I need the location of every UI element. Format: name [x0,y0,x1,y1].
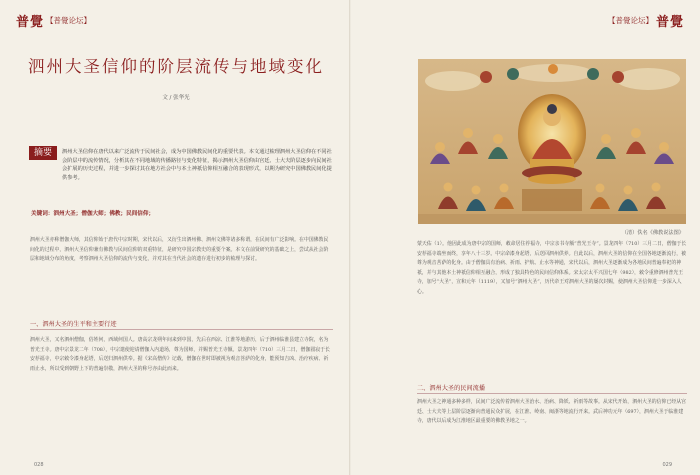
section-heading-2: 二、泗州大圣的民间流播 [417,385,486,392]
left-header [16,11,91,30]
column-name: 【普覺论坛】 [607,16,653,25]
section-divider [417,393,687,394]
column-name: 【普覺论坛】 [46,16,92,25]
page-number-left: 028 [34,462,44,468]
article-author: 文 / 张华光 [162,95,190,101]
section-divider [30,329,333,330]
image-caption: （清）佚名《佛教说法图》 [621,230,684,236]
magazine-logo: 普覺 [16,15,45,30]
article-title: 泗州大圣信仰的阶层流传与地域变化 [28,57,324,76]
section-heading-1: 一、泗州大圣的生平和主要行迹 [30,321,117,328]
page-number-right: 029 [662,462,672,468]
intro-paragraph: 泗州大圣亦称僧伽大师，其信仰始于唐代中宗时期，宋代以后，又衍生出泗州佛、泗州文佛等诸多称谓，在民间有广泛影响。在中国佛教民间化的过程中，泗州大圣信仰兼有佛教与民间信仰的双重特征，是研究中国宗教史的重要个案。本文在前贤研究的基础之上，尝试从社会阶层和地域分布的角度，考察泗州大圣信仰的流传与变化，并对其在当代社会的遗存进行初步的梳理与探讨。 [30,237,329,262]
left-page [0,0,349,475]
right-page [351,0,700,475]
magazine-logo: 普覺 [655,15,684,30]
abstract-text: 泗州大圣信仰在唐代以来广泛流传于民间社会，成为中国佛教民间化的重要代表。本文通过梳理泗州大圣信仰在不同社会阶层中的流传情况，分析其在不同地域的传播路径与变化特征，揭示泗州大圣信仰由宫廷、士大夫阶层逐步向民间社会扩展的历史过程，并进一步探讨其在地方社会中与本土神祇信仰相互融合的表现形式，以期为研究中国佛教民间化提供参考。 [62,149,332,181]
section-1-text: 泗州大圣，又名泗州僧伽，俗姓何，西域何国人。唐高宗龙朔年间来到中国，先后在西凉、江淮等地游历，后于泗州临淮县建立寺院，名为普光王寺。唐中宗景龙二年（708），中宗遣使迎请僧伽入内道场，尊为国师，并赐普光王寺额。景龙四年（710）三月二日，僧伽圆寂于长安荐福寺，中宗敕令漆身起塔，后送归泗州供奉。据《宋高僧传》记载，僧伽在世时即被视为观音菩萨的化身，能预知吉凶、治疗疾病、祈雨止水，所以受到朝野上下的普遍崇敬，泗州大圣的称号亦由此而来。 [30,337,330,372]
buddhist-painting-image [418,59,686,224]
right-body-text: 蒙天佑（1）。他因此成为唐中宗的国师，敕命居住荐福寺，中宗亲书寺额“普光王寺”。景龙四年（710）三月二日，僧伽于长安荐福寺端坐而终，享年八十三岁。中宗命漆身起塔，后送回泗州供养。自此以后，泗州大圣的信仰在全国各地逐渐流行，被尊为观音菩萨的化身。由于僧伽具有治病、祈雨、护航、止水等神通，宋代以后，泗州大圣逐渐成为各地民间普遍奉祀的神祇，并与其他本土神祇信仰相互融合，形成了独具特色的民间信仰体系。宋太宗太平兴国七年（982），敕令重修泗州普光王寺，加号“大圣”，宣和元年（1119），又加号“泗州大圣”，历代帝王对泗州大圣的屡次封赐，使泗州大圣信仰进一步深入人心。 [417,241,687,295]
right-header [608,11,684,30]
abstract-label: 摘要 [29,146,57,160]
section-2-text: 泗州大圣之神通多种多样，民间广泛流传着泗州大圣治水、治病、降妖、祈雨等故事。从宋代开始，泗州大圣的信仰已经从宫廷、士大夫等上层阶层逐渐向普通民众扩展，在江淮、岭南、闽浙等地流行开来。武后神功元年（697），泗州大圣于临淮建寺，唐代以后成为江淮地区最重要的佛教圣地之一。 [417,399,686,424]
keywords: 关键词：泗州大圣；僧伽大师；佛教；民间信仰； [31,211,155,217]
